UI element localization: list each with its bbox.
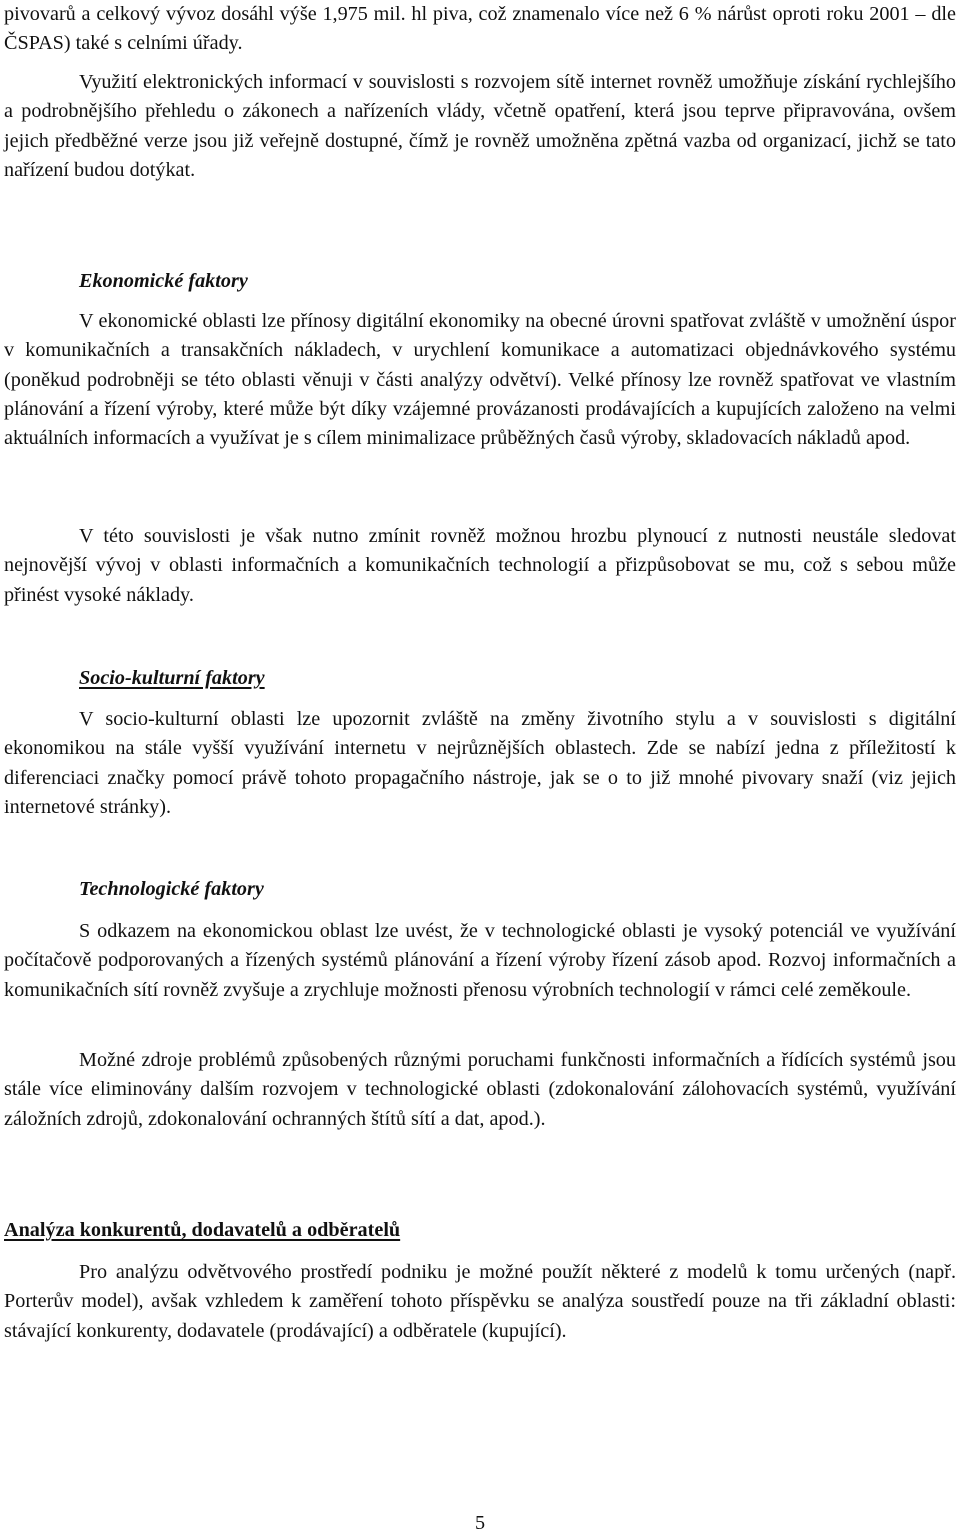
intro-block [4,0,956,59]
socio-block [4,705,956,822]
economic-block-2 [4,522,956,610]
heading-socio-cultural-factors: Socio-kulturní faktory [79,667,265,689]
internet-block [4,68,956,185]
analysis-paragraph: Pro analýzu odvětvového prostředí podniku je možné použít některé z modelů k tomu určených (např. Porterův model), avšak vzhledem k zaměření tohoto příspěvku se analýza soustředí pouze na tři základní oblasti: stávající konkurenty, dodavatele (prodávající) a odběratele (kupující). [4,1261,956,1342]
economic-block-1 [4,307,956,453]
internet-paragraph: Využití elektronických informací v souvislosti s rozvojem sítě internet rovněž umožňuje získání rychlejšího a podrobnějšího přehledu o zákonech a nařízeních vlády, včetně opatření, která jsou teprve připravována, ovšem jejich předběžné verze jsou již veřejně dostupné, čímž je rovněž umožněna zpětná vazba od organizací, jichž se tato nařízení budou dotýkat. [4,71,956,181]
tech-block-1 [4,917,956,1005]
economic-paragraph-1: V ekonomické oblasti lze přínosy digitální ekonomiky na obecné úrovni spatřovat zvláště v umožnění úspor v komunikačních a transakčních nákladech, v urychlení komunikace a automatizaci objednávkového systému (poněkud podrobněji se této oblasti věnuji v části analýzy odvětví). Velké přínosy lze rovněž spatřovat ve vlastním plánování a řízení výroby, které může být díky vzájemné provázanosti prodávajících a kupujících založeno na velmi aktuálních informacích a využívat je s cílem minimalizace průběžných časů výroby, skladovacích nákladů apod. [4,310,956,450]
economic-paragraph-2: V této souvislosti je však nutno zmínit rovněž možnou hrozbu plynoucí z nutnosti neustále sledovat nejnovější vývoj v oblasti informačních a komunikačních technologií a přizpůsobovat se mu, což s sebou může přinést vysoké náklady. [4,525,956,606]
tech-paragraph-1: S odkazem na ekonomickou oblast lze uvést, že v technologické oblasti je vysoký potenciál ve využívání počítačově podporovaných a řízených systémů plánování a řízení výroby řízení zásob apod. Rozvoj informačních a komunikačních sítí rovněž zvyšuje a zrychluje možnosti přenosu výrobních technologií v rámci celé zeměkoule. [4,920,956,1001]
tech-paragraph-2: Možné zdroje problémů způsobených různými poruchami funkčnosti informačních a řídících systémů jsou stále více eliminovány dalším rozvojem v technologické oblasti (zdokonalování zálohovacích systémů, využívání záložních zdrojů, zdokonalování ochranných štítů sítí a dat, apod.). [4,1049,956,1130]
analysis-block [4,1258,956,1346]
socio-paragraph: V socio-kulturní oblasti lze upozornit zvláště na změny životního stylu a v souvislosti s digitální ekonomikou na stále vyšší využívání internetu v nejrůznějších oblastech. Zde se nabízí jedna z příležitostí k diferenciaci značky pomocí právě tohoto propagačního nástroje, jak se o to již mnohé pivovary snaží (viz jejich internetové stránky). [4,708,956,818]
intro-paragraph: pivovarů a celkový vývoz dosáhl výše 1,975 mil. hl piva, což znamenalo více než 6 % nárůst oproti roku 2001 – dle ČSPAS) také s celními úřady. [4,3,956,55]
heading-economic-factors: Ekonomické faktory [79,270,248,292]
page-number: 5 [474,1512,486,1534]
heading-competitor-analysis: Analýza konkurentů, dodavatelů a odběratelů [4,1219,401,1241]
heading-technological-factors: Technologické faktory [79,878,264,900]
tech-block-2 [4,1046,956,1134]
